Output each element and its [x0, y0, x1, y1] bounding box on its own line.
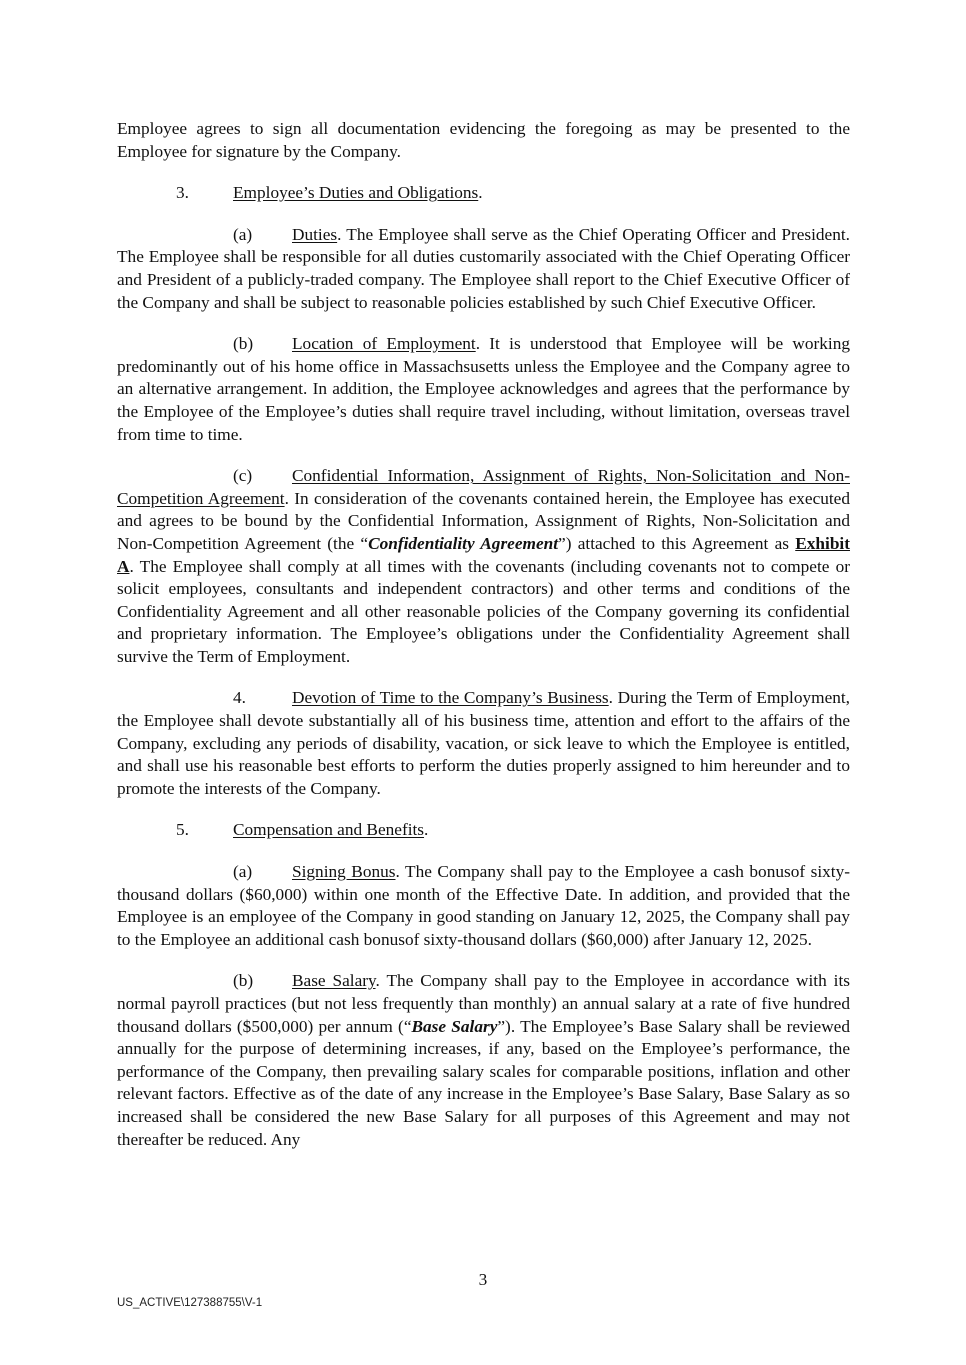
- section-3b-text: . It is understood that Employee will be working predominantly out of his home office in Massachsusetts unless the Employee and the Company agree to an alternative arrangement. In addition, the Employee acknowledges and agrees that the performance by the Employee of the Employee’s duties shall require travel including, without limitation, overseas travel from time to time.: [117, 334, 851, 444]
- section-5b-label: (b): [233, 971, 254, 991]
- exhibit-a-reference: Exhibit A: [117, 533, 850, 576]
- page-number: 3: [478, 1270, 488, 1289]
- section-3b-paragraph: [117, 333, 850, 446]
- section-4-number: 4.: [233, 688, 246, 708]
- section-3a-title: Duties: [292, 224, 338, 244]
- confidentiality-agreement-term: Confidentiality Agreement: [368, 533, 559, 553]
- section-5-heading: 5. Compensation and Benefits.: [117, 819, 850, 842]
- base-salary-term: Base Salary: [411, 1016, 498, 1036]
- section-5a-label: (a): [233, 862, 253, 882]
- section-3c-title: Confidential Information, Assignment of Rights, Non-Solicitation and Non-Competition Agreement: [117, 466, 850, 508]
- section-3a-text: . The Employee shall serve as the Chief Operating Officer and President. The Employee shall be responsible for all duties customarily associated with the Chief Operating Officer and President of a publicly-traded company. The Employee shall report to the Chief Executive Officer of the Company and shall be subject to reasonable policies established by such Chief Executive Officer.: [117, 224, 850, 312]
- section-5a-text: . The Company shall pay to the Employee a cash bonusof sixty-thousand dollars ($60,000) within one month of the Effective Date. In addition, and provided that the Employee is an employee of the Company in good standing on January 12, 2025, the Company shall pay to the Employee an additional cash bonusof sixty-thousand dollars ($60,000) after January 12, 2025.: [117, 862, 850, 949]
- section-5-title: Compensation and Benefits: [233, 820, 425, 840]
- section-3a-paragraph: [117, 224, 850, 314]
- section-3c-paragraph: [117, 465, 850, 668]
- section-3b-label: (b): [233, 334, 254, 354]
- section-5b-title: Base Salary: [292, 971, 376, 991]
- section-5b-paragraph: [117, 970, 850, 1151]
- section-3c-text-1: . In consideration of the covenants contained herein, the Employee has executed and agrees to be bound by the Confidential Information, Assignment of Rights, Non-Solicitation and Non-Competition Agreement (the “: [117, 488, 850, 553]
- section-5b-text-2: ”). The Employee’s Base Salary shall be reviewed annually for the purpose of determining increases, if any, based on the Employee’s performance, the performance of the Company, then prevailing salary scales for comparable positions, inflation and other relevant factors. Effective as of the date of any increase in the Employee’s Base Salary, Base Salary as so increased shall be considered the new Base Salary for all purposes of this Agreement and may not thereafter be reduced. Any: [117, 1016, 850, 1149]
- section-3-number: 3.: [176, 183, 189, 203]
- document-page: [117, 118, 850, 1170]
- section-4-paragraph: [117, 687, 850, 800]
- section-4-title: Devotion of Time to the Company’s Business: [292, 688, 609, 708]
- section-3-heading: 3. Employee’s Duties and Obligations.: [117, 182, 850, 205]
- section-3b-title: Location of Employment: [292, 334, 476, 354]
- section-5-number: 5.: [176, 820, 189, 840]
- section-3a-label: (a): [233, 224, 253, 244]
- section-5b-text-1: . The Company shall pay to the Employee in accordance with its normal payroll practices (but not less frequently than monthly) an annual salary at a rate of five hundred thousand dollars ($500,000) per annum (“: [117, 971, 850, 1036]
- section-5a-paragraph: [117, 861, 850, 951]
- section-3c-text-3: . The Employee shall comply at all times with the covenants (including covenants not to compete or solicit employees, consultants and independent contractors) and other terms and conditions of the Confidentiality Agreement and all other reasonable policies of the Company governing its confidential and proprietary information. The Employee’s obligations under the Confidentiality Agreement shall survive the Term of Employment.: [117, 556, 850, 666]
- section-3-title: Employee’s Duties and Obligations: [233, 183, 479, 203]
- section-5a-title: Signing Bonus: [292, 862, 396, 882]
- section-4-text: . During the Term of Employment, the Employee shall devote substantially all of his business time, attention and effort to the affairs of the Company, excluding any periods of disability, vacation, or sick leave to which the Employee is entitled, and shall use his reasonable best efforts to perform the duties properly assigned to him hereunder and to promote the interests of the Company.: [117, 688, 851, 798]
- intro-paragraph: Employee agrees to sign all documentation evidencing the foregoing as may be presented to the Employee for signature by the Company.: [117, 119, 850, 161]
- document-id: US_ACTIVE\127388755\V-1: [117, 1297, 263, 1309]
- section-3c-label: (c): [233, 466, 253, 486]
- section-3c-text-2: ”) attached to this Agreement as: [558, 533, 796, 553]
